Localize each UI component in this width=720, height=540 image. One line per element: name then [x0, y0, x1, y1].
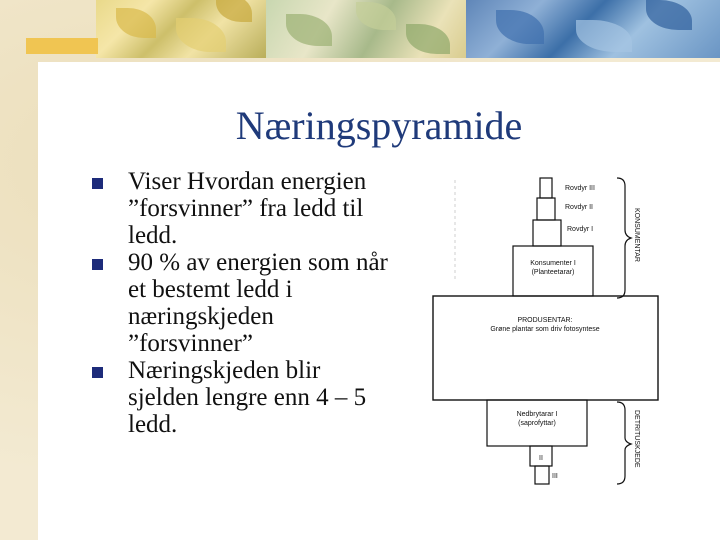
banner-leaves-green — [266, 0, 466, 58]
bullet-item — [92, 168, 392, 249]
bullet-text: 90 % av energien som når et bestemt ledd i næringskjeden ”forsvinner” — [128, 249, 388, 357]
konsument1-label: Konsumenter I — [530, 260, 576, 267]
rovdyr1-label: Rovdyr I — [567, 226, 594, 233]
square-bullet-icon — [92, 367, 103, 378]
leaf-banner — [96, 0, 720, 58]
square-bullet-icon — [92, 178, 103, 189]
bullet-list — [92, 168, 392, 438]
rovdyr2-label: Rovdyr II — [565, 204, 594, 211]
detritus-level3-label: III — [552, 473, 558, 480]
bullet-text: Næringskjeden blir sjelden lengre enn 4 – 5 ledd. — [128, 357, 367, 438]
detritus-label: DETRITUSKJEDE — [633, 410, 640, 468]
detritus-level2-label: II — [539, 455, 543, 462]
banner-leaves-blue — [466, 0, 720, 58]
bullet-text: Viser Hvordan energien ”forsvinner” fra ledd til ledd. — [128, 168, 367, 249]
square-bullet-icon — [92, 259, 103, 270]
produsent-sublabel: Grøne plantar som driv fotosyntese — [490, 326, 600, 333]
banner-leaves-yellow — [96, 0, 266, 58]
produsent-label: PRODUSENTAR: — [517, 317, 573, 324]
slide-title: Næringspyramide — [235, 103, 523, 148]
bullet-item — [92, 249, 392, 357]
accent-bar — [26, 38, 98, 54]
konsumentar-label: KONSUMENTAR — [633, 208, 640, 262]
rovdyr3-label: Rovdyr III — [565, 185, 595, 192]
food-pyramid-diagram — [425, 170, 670, 488]
nedbrytar1-label: Nedbrytarar I — [516, 411, 558, 418]
konsument1-sublabel: (Planteetarar) — [531, 269, 575, 276]
bullet-item — [92, 357, 392, 438]
nedbrytar1-sublabel: (saprofyttar) — [518, 420, 556, 427]
